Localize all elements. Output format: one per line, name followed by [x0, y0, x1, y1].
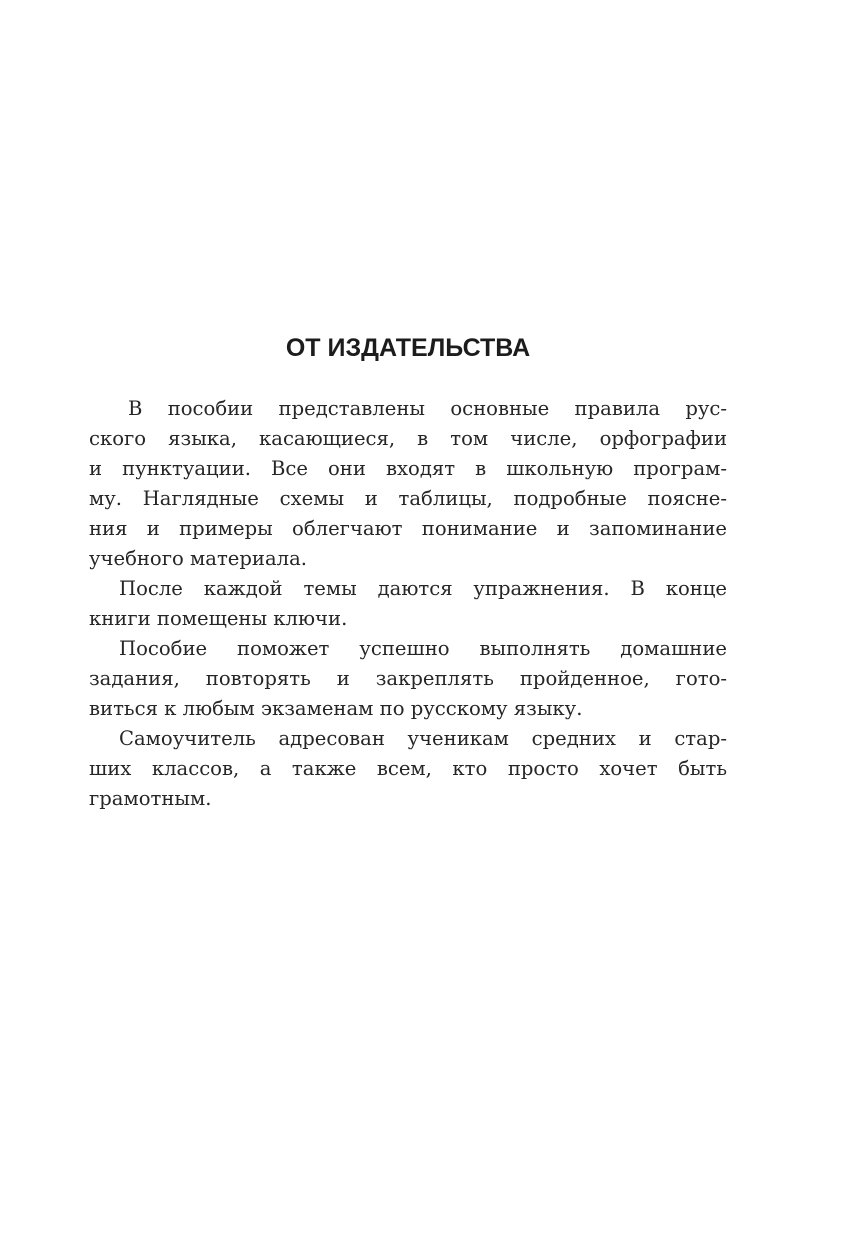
paragraph-audience — [89, 724, 727, 814]
text-line: задания, повторять и закреплять пройденное, гото- — [89, 667, 727, 690]
text-line: Пособие поможет успешно выполнять домашние — [119, 637, 727, 660]
paragraph-benefits — [89, 634, 727, 724]
body-text — [89, 394, 727, 814]
text-line: ния и примеры облегчают понимание и запоминание — [89, 517, 727, 540]
text-line: ского языка, касающиеся, в том числе, орфографии — [89, 427, 727, 450]
paragraph-exercises — [89, 574, 727, 634]
text-line: ших классов, а также всем, кто просто хочет быть — [89, 757, 727, 780]
text-line: После каждой темы даются упражнения. В конце — [119, 577, 727, 600]
text-line: книги помещены ключи. — [89, 607, 348, 630]
text-line: В пособии представлены основные правила рус- — [128, 397, 727, 420]
text-line: му. Наглядные схемы и таблицы, подробные поясне- — [89, 487, 727, 510]
text-line: учебного материала. — [89, 547, 308, 570]
text-line: Самоучитель адресован ученикам средних и стар- — [119, 727, 727, 750]
paragraph-intro — [89, 394, 727, 574]
text-line: виться к любым экзаменам по русскому языку. — [89, 697, 583, 720]
page-heading: ОТ ИЗДАТЕЛЬСТВА — [285, 334, 531, 362]
text-line: и пунктуации. Все они входят в школьную програм- — [89, 457, 727, 480]
text-line: грамотным. — [89, 787, 212, 810]
